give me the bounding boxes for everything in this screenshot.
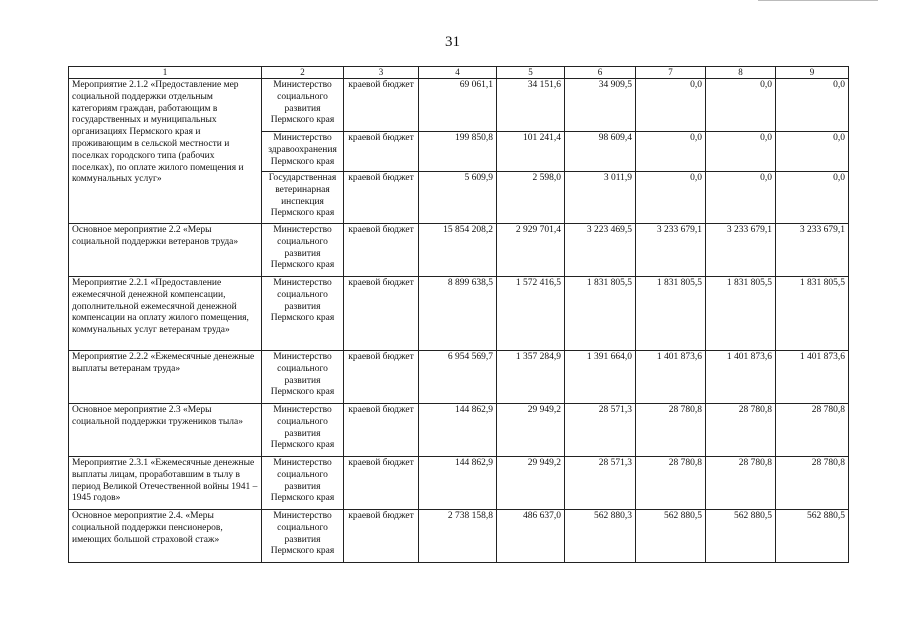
activity-cell: Основное мероприятие 2.4. «Меры социальной поддержки пенсионеров, имеющих большой страховой стаж» [69, 510, 262, 563]
value-cell: 101 241,4 [497, 132, 565, 172]
value-cell: 1 572 416,5 [497, 277, 565, 351]
top-edge-line [758, 0, 878, 1]
funding-source-cell: краевой бюджет [344, 172, 419, 224]
funding-source-cell: краевой бюджет [344, 351, 419, 404]
value-cell: 1 391 664,0 [565, 351, 636, 404]
funding-source-cell: краевой бюджет [344, 404, 419, 457]
value-cell: 0,0 [706, 132, 776, 172]
table-row [69, 351, 849, 404]
value-cell: 3 223 469,5 [565, 224, 636, 277]
value-cell: 1 401 873,6 [706, 351, 776, 404]
funding-source-cell: краевой бюджет [344, 132, 419, 172]
value-cell: 144 862,9 [419, 457, 497, 510]
header-cell: 3 [344, 67, 419, 79]
value-cell: 3 233 679,1 [776, 224, 849, 277]
executor-cell: Министерство социального развития Пермского края [262, 79, 344, 132]
value-cell: 15 854 208,2 [419, 224, 497, 277]
value-cell: 28 780,8 [776, 404, 849, 457]
value-cell: 34 151,6 [497, 79, 565, 132]
value-cell: 8 899 638,5 [419, 277, 497, 351]
value-cell: 34 909,5 [565, 79, 636, 132]
value-cell: 144 862,9 [419, 404, 497, 457]
funding-source-cell: краевой бюджет [344, 457, 419, 510]
value-cell: 0,0 [636, 132, 706, 172]
activity-cell: Мероприятие 2.2.2 «Ежемесячные денежные выплаты ветеранам труда» [69, 351, 262, 404]
table-row [69, 457, 849, 510]
value-cell: 199 850,8 [419, 132, 497, 172]
value-cell: 0,0 [636, 79, 706, 132]
executor-cell: Министерство социального развития Пермского края [262, 224, 344, 277]
executor-cell: Министерство социального развития Пермского края [262, 351, 344, 404]
table-row [69, 79, 849, 132]
header-cell: 5 [497, 67, 565, 79]
value-cell: 562 880,3 [565, 510, 636, 563]
value-cell: 29 949,2 [497, 457, 565, 510]
value-cell: 0,0 [706, 79, 776, 132]
executor-cell: Министерство социального развития Пермского края [262, 277, 344, 351]
value-cell: 2 738 158,8 [419, 510, 497, 563]
activity-cell: Основное мероприятие 2.2 «Меры социальной поддержки ветеранов труда» [69, 224, 262, 277]
value-cell: 28 571,3 [565, 404, 636, 457]
value-cell: 3 233 679,1 [706, 224, 776, 277]
executor-cell: Министерство здравоохранения Пермского края [262, 132, 344, 172]
executor-cell: Министерство социального развития Пермского края [262, 404, 344, 457]
value-cell: 0,0 [636, 172, 706, 224]
table-body [69, 67, 849, 563]
value-cell: 2 598,0 [497, 172, 565, 224]
value-cell: 0,0 [706, 172, 776, 224]
funding-source-cell: краевой бюджет [344, 79, 419, 132]
header-cell: 4 [419, 67, 497, 79]
budget-table [68, 66, 849, 563]
activity-cell: Мероприятие 2.2.1 «Предоставление ежемесячной денежной компенсации, дополнительной ежемесячной денежной компенсации на оплату жилого помещения, коммунальных услуг ветеранам труда» [69, 277, 262, 351]
funding-source-cell: краевой бюджет [344, 510, 419, 563]
value-cell: 3 233 679,1 [636, 224, 706, 277]
table-row [69, 404, 849, 457]
activity-cell: Основное мероприятие 2.3 «Меры социальной поддержки тружеников тыла» [69, 404, 262, 457]
page-number: 31 [445, 34, 460, 50]
activity-cell: Мероприятие 2.3.1 «Ежемесячные денежные выплаты лицам, проработавшим в тылу в период Великой Отечественной войны 1941 – 1945 годов» [69, 457, 262, 510]
value-cell: 1 357 284,9 [497, 351, 565, 404]
value-cell: 1 831 805,5 [706, 277, 776, 351]
value-cell: 28 780,8 [706, 404, 776, 457]
value-cell: 5 609,9 [419, 172, 497, 224]
value-cell: 69 061,1 [419, 79, 497, 132]
funding-source-cell: краевой бюджет [344, 277, 419, 351]
table-row [69, 277, 849, 351]
header-cell: 2 [262, 67, 344, 79]
value-cell: 2 929 701,4 [497, 224, 565, 277]
value-cell: 1 401 873,6 [636, 351, 706, 404]
executor-cell: Министерство социального развития Пермского края [262, 457, 344, 510]
header-cell: 9 [776, 67, 849, 79]
value-cell: 562 880,5 [636, 510, 706, 563]
value-cell: 1 831 805,5 [636, 277, 706, 351]
header-row [69, 67, 849, 79]
table-row [69, 224, 849, 277]
table-row [69, 510, 849, 563]
value-cell: 1 831 805,5 [776, 277, 849, 351]
header-cell: 1 [69, 67, 262, 79]
value-cell: 28 780,8 [636, 404, 706, 457]
header-cell: 6 [565, 67, 636, 79]
value-cell: 98 609,4 [565, 132, 636, 172]
value-cell: 29 949,2 [497, 404, 565, 457]
value-cell: 28 780,8 [706, 457, 776, 510]
value-cell: 562 880,5 [776, 510, 849, 563]
value-cell: 562 880,5 [706, 510, 776, 563]
funding-source-cell: краевой бюджет [344, 224, 419, 277]
header-cell: 7 [636, 67, 706, 79]
value-cell: 28 780,8 [776, 457, 849, 510]
value-cell: 6 954 569,7 [419, 351, 497, 404]
header-cell: 8 [706, 67, 776, 79]
value-cell: 0,0 [776, 132, 849, 172]
value-cell: 1 831 805,5 [565, 277, 636, 351]
value-cell: 28 571,3 [565, 457, 636, 510]
executor-cell: Министерство социального развития Пермского края [262, 510, 344, 563]
value-cell: 0,0 [776, 79, 849, 132]
value-cell: 3 011,9 [565, 172, 636, 224]
value-cell: 486 637,0 [497, 510, 565, 563]
executor-cell: Государственная ветеринарная инспекция Пермского края [262, 172, 344, 224]
value-cell: 0,0 [776, 172, 849, 224]
activity-cell: Мероприятие 2.1.2 «Предоставление мер социальной поддержки отдельным категориям граждан, работающим в государственных и муниципальных организациях Пермского края и проживающим в сельской местности и поселках городского типа (рабочих поселках), по оплате жилого помещения и коммунальных услуг» [69, 79, 262, 224]
value-cell: 28 780,8 [636, 457, 706, 510]
value-cell: 1 401 873,6 [776, 351, 849, 404]
